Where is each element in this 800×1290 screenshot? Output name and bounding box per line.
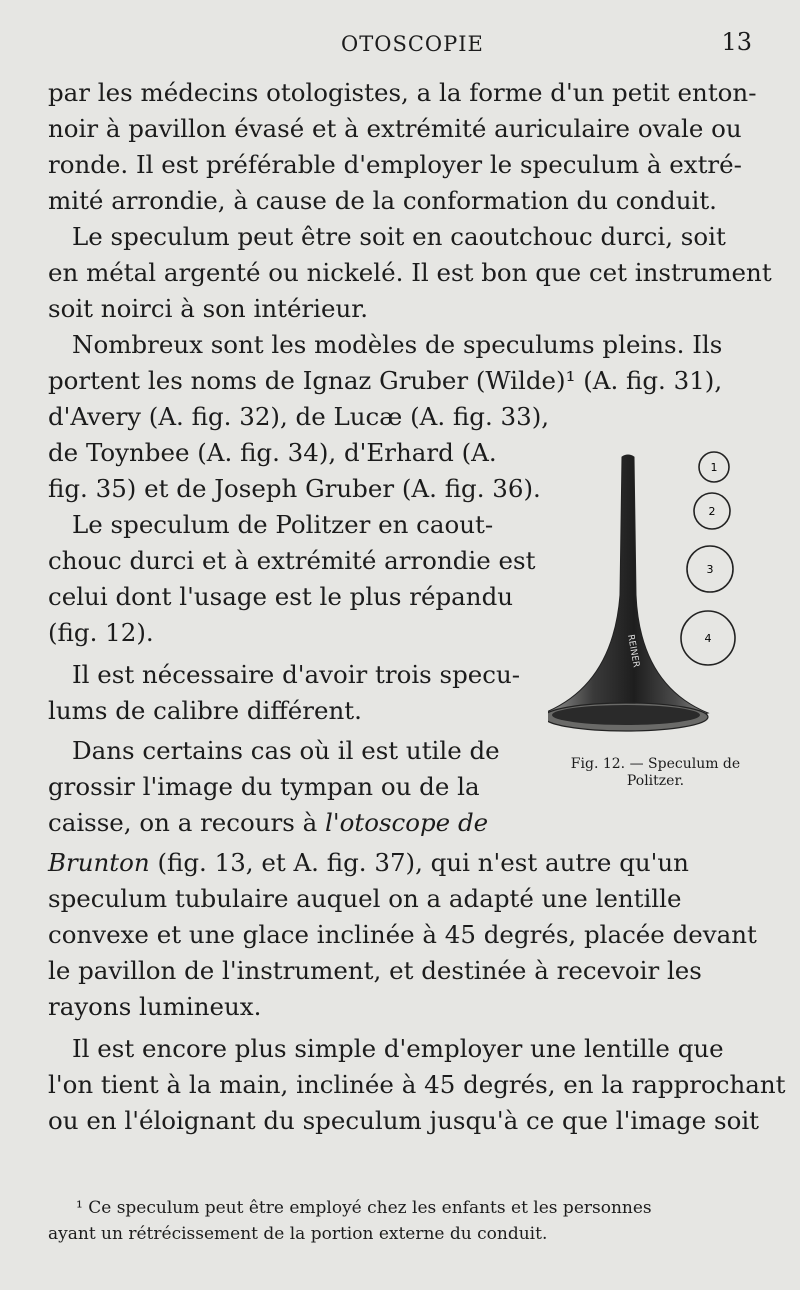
text-span: caisse, on a recours à [48,808,326,837]
speculum-drawing [548,455,708,731]
text-line: par les médecins otologistes, a la forme d'un petit enton- [48,78,757,107]
speculum-illustration [548,445,768,755]
text-line: lums de calibre différent. [48,696,362,725]
figure-caption [548,756,763,790]
size-label: 1 [710,461,718,474]
text-line: Dans certains cas où il est utile de [72,736,500,765]
text-line: Nombreux sont les modèles de speculums pleins. Ils [72,330,723,359]
figure-speculum [548,445,768,785]
text-line: chouc durci et à extrémité arrondie est [48,546,536,575]
emphasis-brunton: Brunton [48,848,150,877]
text-line: Le speculum peut être soit en caoutchouc durci, soit [72,222,726,251]
text-line: d'Avery (A. fig. 32), de Lucæ (A. fig. 33), [48,402,550,431]
text-line [48,805,530,841]
size-3 [687,546,733,592]
text-line: Le speculum de Politzer en caout- [72,510,494,539]
text-line: ronde. Il est préférable d'employer le speculum à extré- [48,150,742,179]
text-line: celui dont l'usage est le plus répandu [48,582,514,611]
page-number: 13 [721,28,752,56]
text-line: fig. 35) et de Joseph Gruber (A. fig. 36). [48,474,541,503]
text-line: speculum tubulaire auquel on a adapté une lentille [48,884,682,913]
text-line: l'on tient à la main, inclinée à 45 degrés, en la rapprochant [48,1070,786,1099]
text-line: soit noirci à son intérieur. [48,294,369,323]
text-line: ou en l'éloignant du speculum jusqu'à ce que l'image soit [48,1106,760,1135]
text-span: (fig. 13, et A. fig. 37), qui n'est autre qu'un [149,848,689,877]
text-line: mité arrondie, à cause de la conformation du conduit. [48,186,717,215]
text-line: (fig. 12). [48,618,154,647]
size-label: 4 [704,632,712,645]
text-line: grossir l'image du tympan ou de la [48,772,480,801]
emphasis-otoscope: l'otoscope de [325,808,489,837]
text-line: le pavillon de l'instrument, et destinée à recevoir les [48,956,702,985]
size-1 [699,452,729,482]
text-line: Il est encore plus simple d'employer une lentille que [72,1034,724,1063]
size-4 [681,611,735,665]
size-label: 2 [708,505,716,518]
text-line: Il est nécessaire d'avoir trois specu- [72,660,521,689]
text-line: en métal argenté ou nickelé. Il est bon que cet instrument [48,258,772,287]
text-line: de Toynbee (A. fig. 34), d'Erhard (A. [48,438,497,467]
size-label: 3 [706,563,714,576]
tip-sizes [681,452,735,665]
text-line: portent les noms de Ignaz Gruber (Wilde)¹ (A. fig. 31), [48,366,723,395]
running-title: OTOSCOPIE [341,32,484,56]
page-header [0,28,800,68]
text-line [48,845,754,881]
text-line: noir à pavillon évasé et à extrémité auriculaire ovale ou [48,114,742,143]
figure-stamp: REINER [625,633,641,669]
caption-line: Fig. 12. — Speculum de [570,756,741,772]
footnote-line: ¹ Ce speculum peut être employé chez les enfants et les personnes [76,1198,652,1218]
text-line: convexe et une glace inclinée à 45 degrés, placée devant [48,920,757,949]
size-2 [694,493,730,529]
text-line: rayons lumineux. [48,992,262,1021]
caption-line: Politzer. [626,773,685,789]
footnote-line: ayant un rétrécissement de la portion externe du conduit. [48,1224,548,1244]
